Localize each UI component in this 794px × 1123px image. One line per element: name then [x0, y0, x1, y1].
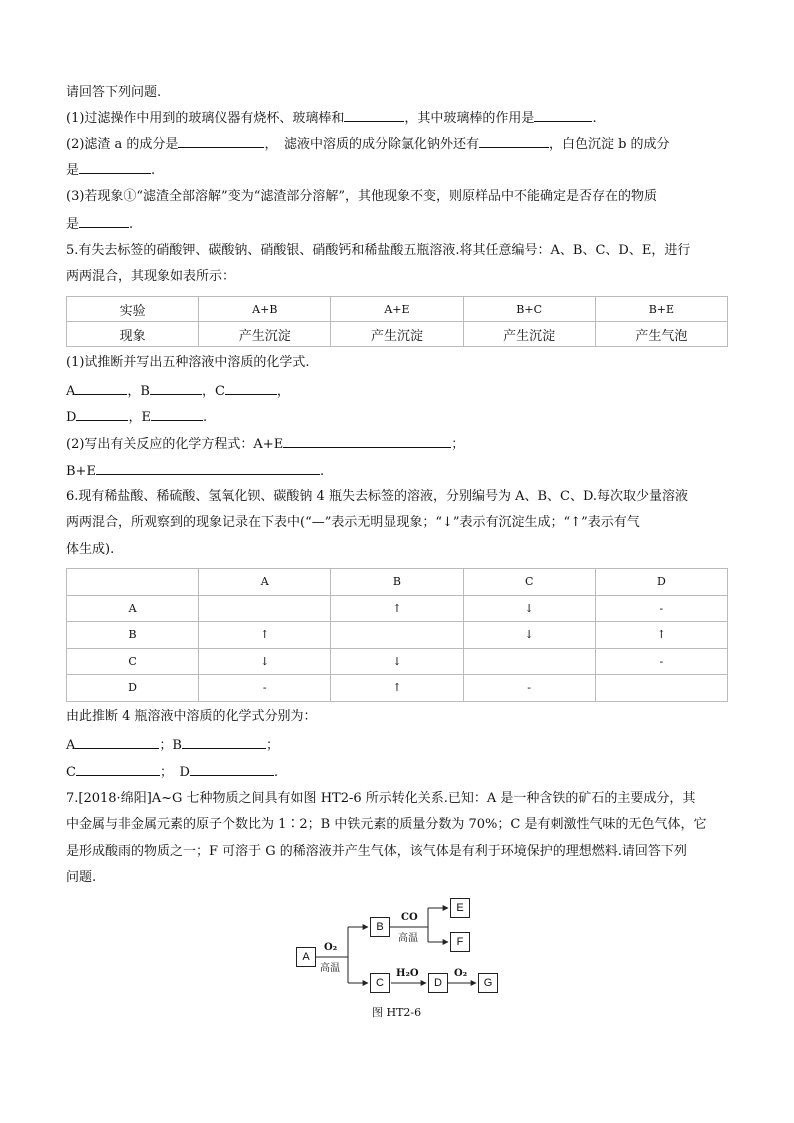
table-cell: - [595, 595, 727, 622]
table-cell: A [199, 569, 331, 596]
table-cell: B [331, 569, 463, 596]
q6-answers-cd: C ； D . [66, 762, 278, 782]
q7-stem-line2: 中金属与非金属元素的原子个数比为 1∶2；B 中铁元素的质量分数为 70%；C 是有刺激性气味的无色气体，它 [66, 817, 707, 832]
figure-caption: 图 HT2-6 [372, 1006, 422, 1019]
table-cell: ↓ [463, 622, 595, 649]
table-cell: C [463, 569, 595, 596]
table-cell: ↓ [463, 595, 595, 622]
q4-part3: (3)若现象①“滤渣全部溶解”变为“滤渣部分溶解”，其他现象不变，则原样品中不能确定是否存在的物质 [66, 189, 657, 204]
table-cell: 实验 [67, 297, 199, 322]
q6-answers-ab: A ；B ； [66, 735, 279, 755]
q4-part3-cont: 是 . [66, 214, 133, 234]
node-g: G [478, 973, 498, 993]
condition-co: CO [401, 912, 418, 923]
condition-high-temp-2: 高温 [398, 933, 418, 944]
q7-stem-line1: 7.[2018·绵阳]A~G 七种物质之间具有如图 HT2-6 所示转化关系.已知：A 是一种含铁的矿石的主要成分，其 [66, 791, 696, 806]
table-cell: - [463, 675, 595, 702]
table-cell: C [67, 648, 199, 675]
table-cell: A [67, 595, 199, 622]
table-cell: A+B [199, 297, 331, 322]
table-cell: 产生气泡 [595, 322, 727, 347]
table-cell: - [199, 675, 331, 702]
q4-part2: (2)滤渣 a 的成分是 ， 滤液中溶质的成分除氯化钠外还有 ，白色沉淀 b 的成分 [66, 134, 670, 154]
q6-stem-line2: 两两混合，所观察到的现象记录在下表中(“—”表示无明显现象；“↓”表示有沉淀生成；“↑”表示有气 [66, 515, 640, 530]
q7-stem-line4: 问题. [66, 870, 97, 885]
table-cell: ↑ [595, 622, 727, 649]
q6-conclude: 由此推断 4 瓶溶液中溶质的化学式分别为： [66, 709, 317, 724]
table-cell: B+C [463, 297, 595, 322]
table-cell: 现象 [67, 322, 199, 347]
table-cell: ↑ [331, 675, 463, 702]
table-cell: 产生沉淀 [199, 322, 331, 347]
q5-answers-de: D ，E . [66, 407, 207, 427]
node-b: B [370, 917, 390, 937]
q5-answers-abc: A ，B ，C ， [66, 381, 290, 401]
table-cell: ↓ [331, 648, 463, 675]
table-cell: B+E [595, 297, 727, 322]
condition-h2o: H₂O [396, 968, 419, 979]
q5-stem-line1: 5.有失去标签的硝酸钾、碳酸钠、硝酸银、硝酸钙和稀盐酸五瓶溶液.将其任意编号：A、B、C、D、E，进行 [66, 243, 691, 258]
table-cell: B [67, 622, 199, 649]
table-cell: D [595, 569, 727, 596]
table-cell: - [595, 648, 727, 675]
q5-sub1: (1)试推断并写出五种溶液中溶质的化学式. [66, 355, 310, 370]
q5-sub2: (2)写出有关反应的化学方程式：A+E ； [66, 434, 464, 454]
condition-o2: O₂ [324, 942, 338, 953]
q6-stem-line3: 体生成). [66, 542, 115, 557]
q4-intro: 请回答下列问题. [66, 85, 162, 100]
node-d: D [428, 973, 448, 993]
q5-stem-line2: 两两混合，其现象如表所示： [66, 269, 236, 284]
q6-stem-line1: 6.现有稀盐酸、稀硫酸、氢氧化钡、碳酸钠 4 瓶失去标签的溶液，分别编号为 A、B、C、D.每次取少量溶液 [66, 489, 689, 504]
table-cell: A+E [331, 297, 463, 322]
table-cell: ↑ [199, 622, 331, 649]
node-c: C [370, 973, 390, 993]
table-cell: ↑ [331, 595, 463, 622]
table-cell: 产生沉淀 [331, 322, 463, 347]
q5-be: B+E . [66, 461, 324, 481]
table-cell: D [67, 675, 199, 702]
node-e: E [450, 898, 470, 918]
node-a: A [296, 947, 316, 967]
condition-o2-2: O₂ [454, 968, 468, 979]
q7-stem-line3: 是形成酸雨的物质之一；F 可溶于 G 的稀溶液并产生气体，该气体是有利于环境保护的理想燃料.请回答下列 [66, 844, 687, 859]
q4-part1: (1)过滤操作中用到的玻璃仪器有烧杯、玻璃棒和 ，其中玻璃棒的作用是 . [66, 108, 597, 128]
table-cell: 产生沉淀 [463, 322, 595, 347]
node-f: F [450, 932, 470, 952]
q4-part2-cont: 是 . [66, 160, 155, 180]
table-cell: ↓ [199, 648, 331, 675]
condition-high-temp: 高温 [320, 963, 340, 974]
